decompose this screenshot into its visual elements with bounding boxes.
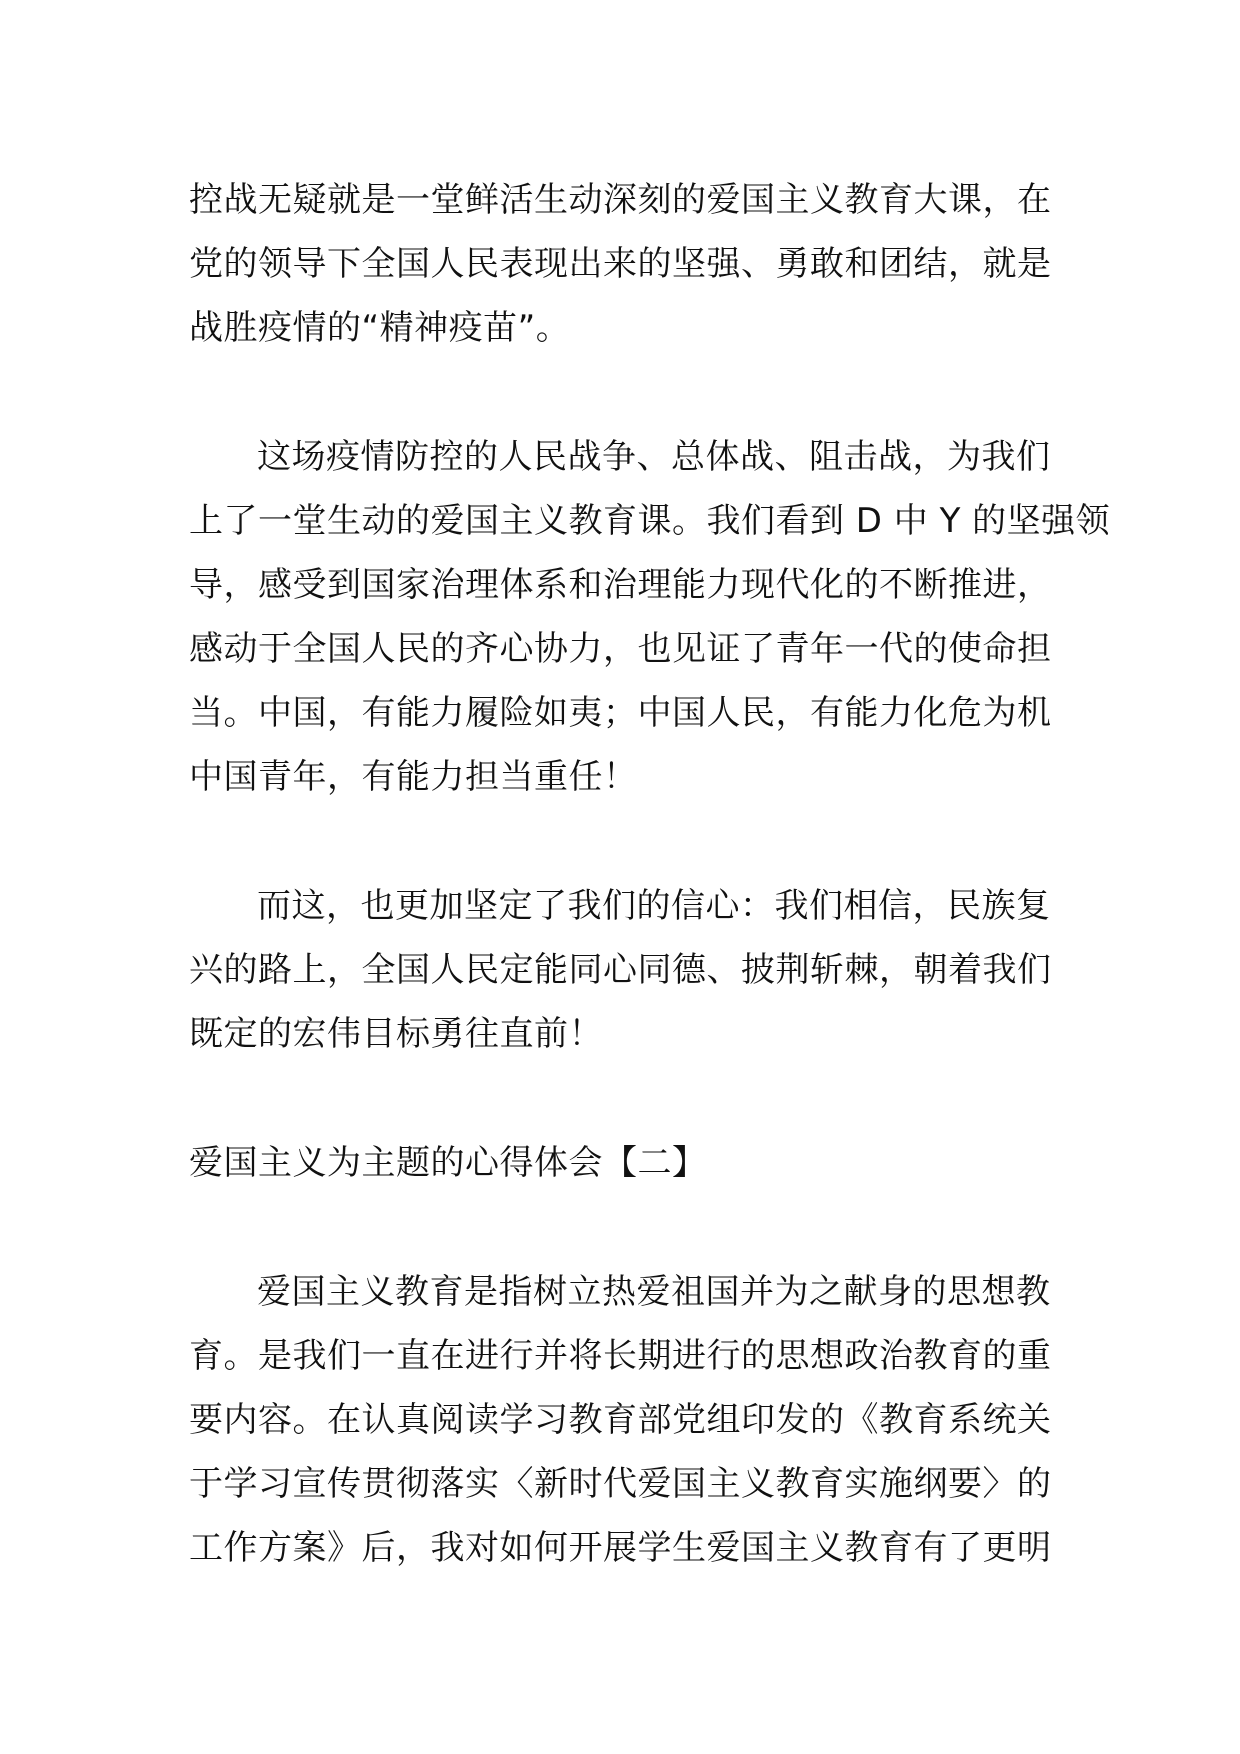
text-line: 这场疫情防控的人民战争、总体战、阻击战，为我们 [257,437,1051,477]
text-line: 兴的路上，全国人民定能同心同德、披荆斩棘，朝着我们 [189,950,1052,990]
paragraph-gap [189,1066,1059,1131]
text-line: 战胜疫情的“精神疫苗”。 [189,308,571,348]
text-line: 中国青年，有能力担当重任！ [189,757,638,797]
text-line: 控战无疑就是一堂鲜活生动深刻的爱国主义教育大课，在 [189,180,1052,220]
text-line: 于学习宣传贯彻落实〈新时代爱国主义教育实施纲要〉的 [189,1464,1052,1504]
paragraph-gap [189,1195,1059,1260]
paragraph-gap [189,809,1059,874]
paragraph-gap [189,360,1059,425]
paragraph-4 [189,1260,1059,1580]
text-line: 当。中国，有能力履险如夷；中国人民，有能力化危为机 [189,693,1052,733]
paragraph-2 [189,425,1111,809]
text-line: 育。是我们一直在进行并将长期进行的思想政治教育的重 [189,1336,1052,1376]
text-line: 导，感受到国家治理体系和治理能力现代化的不断推进， [189,565,1052,605]
text-line: 工作方案》后，我对如何开展学生爱国主义教育有了更明 [189,1528,1052,1568]
section-heading: 爱国主义为主题的心得体会【二】 [189,1143,707,1183]
text-line: 既定的宏伟目标勇往直前！ [189,1014,603,1054]
text-line: 要内容。在认真阅读学习教育部党组印发的《教育系统关 [189,1400,1052,1440]
text-line: 党的领导下全国人民表现出来的坚强、勇敢和团结，就是 [189,244,1052,284]
paragraph-3 [189,874,1059,1066]
text-line: 感动于全国人民的齐心协力，也见证了青年一代的使命担 [189,629,1052,669]
document-body [189,168,1111,1580]
paragraph-1 [189,168,1059,360]
text-line: 而这，也更加坚定了我们的信心：我们相信，民族复 [257,886,1051,926]
text-line: 上了一堂生动的爱国主义教育课。我们看到 D 中 Y 的坚强领 [189,501,1111,541]
text-line: 爱国主义教育是指树立热爱祖国并为之献身的思想教 [257,1272,1051,1312]
